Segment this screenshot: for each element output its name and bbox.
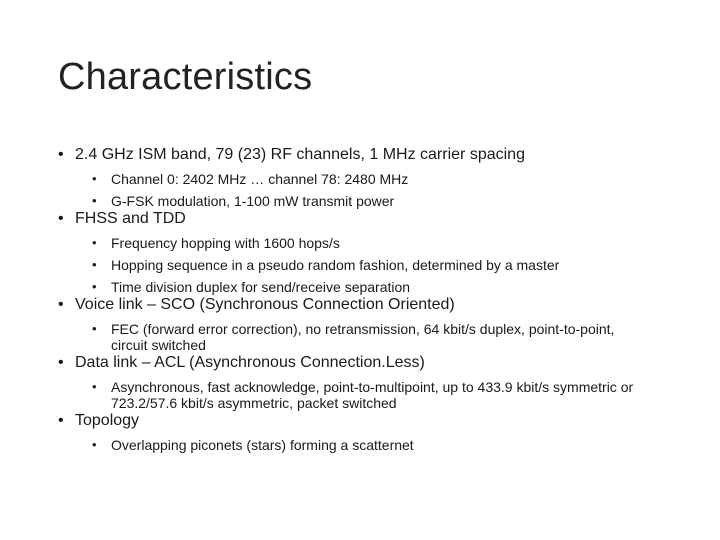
sub-list-band	[58, 171, 678, 209]
sub-bullet-async: • Asynchronous, fast acknowledge, point-to-multipoint, up to 433.9 kbit/s symmetric or 723.2/57.6 kbit/s asymmetric, packet switched	[92, 379, 641, 411]
sub-list-data	[58, 379, 678, 411]
bullet-topology: • Topology	[58, 411, 678, 431]
sub-bullet-channels: • Channel 0: 2402 MHz … channel 78: 2480 MHz	[92, 171, 678, 187]
bullet-group-topology	[58, 411, 678, 453]
bullet-group-data	[58, 353, 678, 411]
bullet-group-band	[58, 145, 678, 209]
sub-bullet-tdd: • Time division duplex for send/receive separation	[92, 279, 678, 295]
sub-bullet-hop-rate: • Frequency hopping with 1600 hops/s	[92, 235, 678, 251]
sub-bullet-fec: • FEC (forward error correction), no retransmission, 64 kbit/s duplex, point-to-point, circuit switched	[92, 321, 641, 353]
bullet-band: • 2.4 GHz ISM band, 79 (23) RF channels, 1 MHz carrier spacing	[58, 145, 678, 165]
bullet-data-link: • Data link – ACL (Asynchronous Connection.Less)	[58, 353, 678, 373]
sub-bullet-modulation: • G-FSK modulation, 1-100 mW transmit power	[92, 193, 678, 209]
slide-title: Characteristics	[58, 56, 313, 98]
bullet-group-voice	[58, 295, 678, 353]
sub-bullet-hop-sequence: • Hopping sequence in a pseudo random fashion, determined by a master	[92, 257, 678, 273]
bullet-group-fhss	[58, 209, 678, 295]
sub-list-fhss	[58, 235, 678, 295]
bullet-voice-link: • Voice link – SCO (Synchronous Connection Oriented)	[58, 295, 678, 315]
bullet-list	[58, 145, 678, 453]
bullet-fhss-tdd: • FHSS and TDD	[58, 209, 678, 229]
sub-list-topology	[58, 437, 678, 453]
sub-bullet-scatternet: • Overlapping piconets (stars) forming a scatternet	[92, 437, 678, 453]
sub-list-voice	[58, 321, 678, 353]
